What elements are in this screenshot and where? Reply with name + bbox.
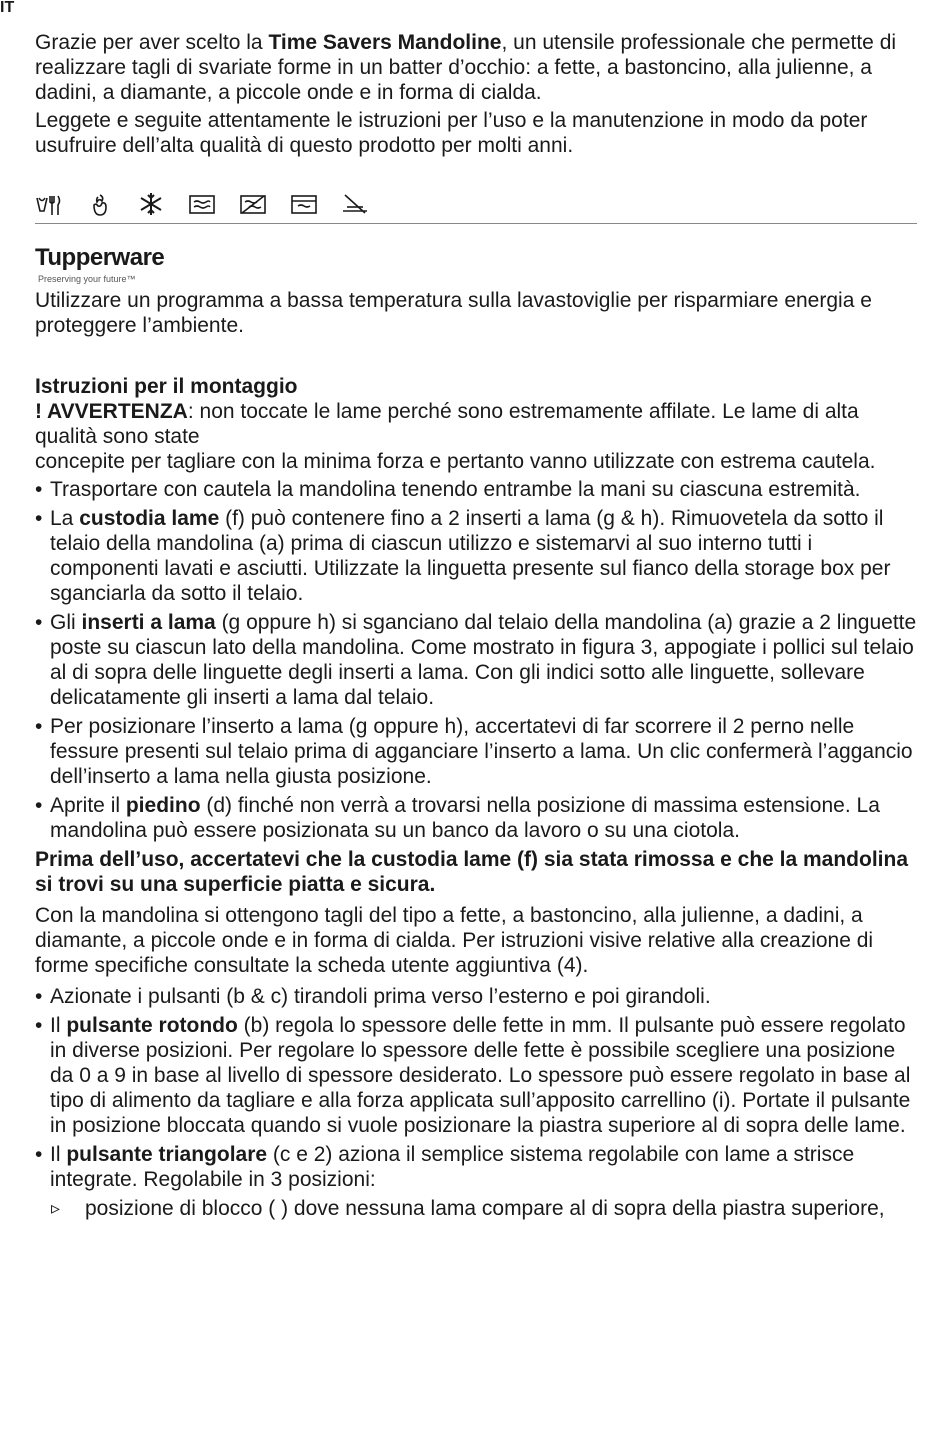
no-stovetop-icon bbox=[341, 191, 369, 217]
list-item: • Gli inserti a lama (g oppure h) si sganciano dal telaio della mandolina (a) grazie a 2 linguette poste su ciascun lato della mandolina. Come mostrato in figura 3, appogiate i pollici sul telaio al di sopra delle linguette degli inserti a lama. Con gli indici sotto alle linguette, sollevare delicatamente gli inserti a lama dal telaio. bbox=[35, 610, 917, 710]
warning-paragraph: ! AVVERTENZA: non toccate le lame perché sono estremamente affilate. Le lame di alta qualità sono state bbox=[35, 400, 859, 448]
brand-name: Tupperware bbox=[35, 244, 165, 271]
before-use-heading: Prima dell’uso, accertatevi che la custodia lame (f) sia stata rimossa e che la mandolina si trovi su una superficie piatta e sicura. bbox=[35, 848, 909, 896]
warning-continuation: concepite per tagliare con la minima forza e pertanto vanno utilizzate con estrema cautela. bbox=[35, 450, 876, 473]
intro-instructions: Leggete e seguite attentamente le istruzioni per l’uso e la manutenzione in modo da poter usufruire dell’alta qualità di questo prodotto per molti anni. bbox=[35, 109, 868, 157]
oven-icon bbox=[290, 191, 318, 217]
list-item: • La custodia lame (f) può contenere fino a 2 inserti a lama (g & h). Rimuovetela da sotto il telaio della mandolina (a) prima di ciascun utilizzo e sistemarvi al suo interno tutti i componenti lavati e asciutti. Utilizzate la linguetta presente sul fianco della storage box per sganciarla da sotto il telaio. bbox=[35, 506, 917, 606]
sub-list-item: ▹ posizione di blocco ( ) dove nessuna lama compare al di sopra della piastra superiore, bbox=[35, 1196, 917, 1221]
controls-list bbox=[35, 984, 917, 1221]
list-item: • Trasportare con cautela la mandolina tenendo entrambe la mani su ciascuna estremità. bbox=[35, 477, 917, 502]
freezer-safe-icon bbox=[137, 191, 165, 217]
manual-page bbox=[35, 30, 917, 1225]
dishwasher-safe-icon bbox=[35, 191, 63, 217]
hot-fill-icon bbox=[86, 191, 114, 217]
warning-label: ! AVVERTENZA bbox=[35, 400, 188, 423]
assembly-list bbox=[35, 477, 917, 843]
product-name: Time Savers Mandoline bbox=[268, 31, 502, 54]
list-item: • Aprite il piedino (d) finché non verrà a trovarsi nella posizione di massima estensione. La mandolina può essere posizionata su un banco da lavoro o su una ciotola. bbox=[35, 793, 917, 843]
divider bbox=[35, 223, 917, 224]
microwave-icon bbox=[188, 191, 216, 217]
brand-tagline: Preserving your future™ bbox=[38, 274, 136, 284]
list-item: • Azionate i pulsanti (b & c) tirandoli prima verso l’esterno e poi girandoli. bbox=[35, 984, 917, 1009]
language-label: IT bbox=[0, 0, 15, 16]
eco-note: Utilizzare un programma a bassa temperatura sulla lavastoviglie per risparmiare energia e proteggere l’ambiente. bbox=[35, 289, 872, 337]
intro-paragraph: Grazie per aver scelto la Time Savers Mandoline, un utensile professionale che permette di realizzare tagli di svariate forme in un batter d’occhio: a fette, a bastoncino, alla julienne, a dadini, a diamante, a piccole onde e in forma di cialda. bbox=[35, 31, 897, 104]
before-use-text: Con la mandolina si ottengono tagli del tipo a fette, a bastoncino, alla julienne, a dadini, a diamante, a piccole onde e in forma di cialda. Per istruzioni visive relative alla creazione di forme specifiche consultate la scheda utente aggiuntiva (4). bbox=[35, 904, 874, 977]
list-item: • Per posizionare l’inserto a lama (g oppure h), accertatevi di far scorrere il 2 perno nelle fessure presenti sul telaio prima di agganciare l’inserto a lama. Un clic confermerà l’aggancio dell’inserto a lama nella giusta posizione. bbox=[35, 714, 917, 789]
tupperware-logo bbox=[35, 246, 917, 288]
no-microwave-icon bbox=[239, 191, 267, 217]
assembly-heading: Istruzioni per il montaggio bbox=[35, 375, 298, 398]
list-item: • Il pulsante triangolare (c e 2) aziona il semplice sistema regolabile con lame a strisce integrate. Regolabile in 3 posizioni: bbox=[35, 1142, 917, 1192]
list-item: • Il pulsante rotondo (b) regola lo spessore delle fette in mm. Il pulsante può essere regolato in diverse posizioni. Per regolare lo spessore delle fette è possibile scegliere una posizione da 0 a 9 in base al livello di spessore desiderato. Lo spessore può essere regolato in base al tipo di alimento da tagliare e alla forza applicata sull’apposito carrellino (i). Portate il pulsante in posizione bloccata quando si vuole posizionare la piastra superiore al di sopra delle lame. bbox=[35, 1013, 917, 1138]
care-icons bbox=[35, 190, 917, 218]
